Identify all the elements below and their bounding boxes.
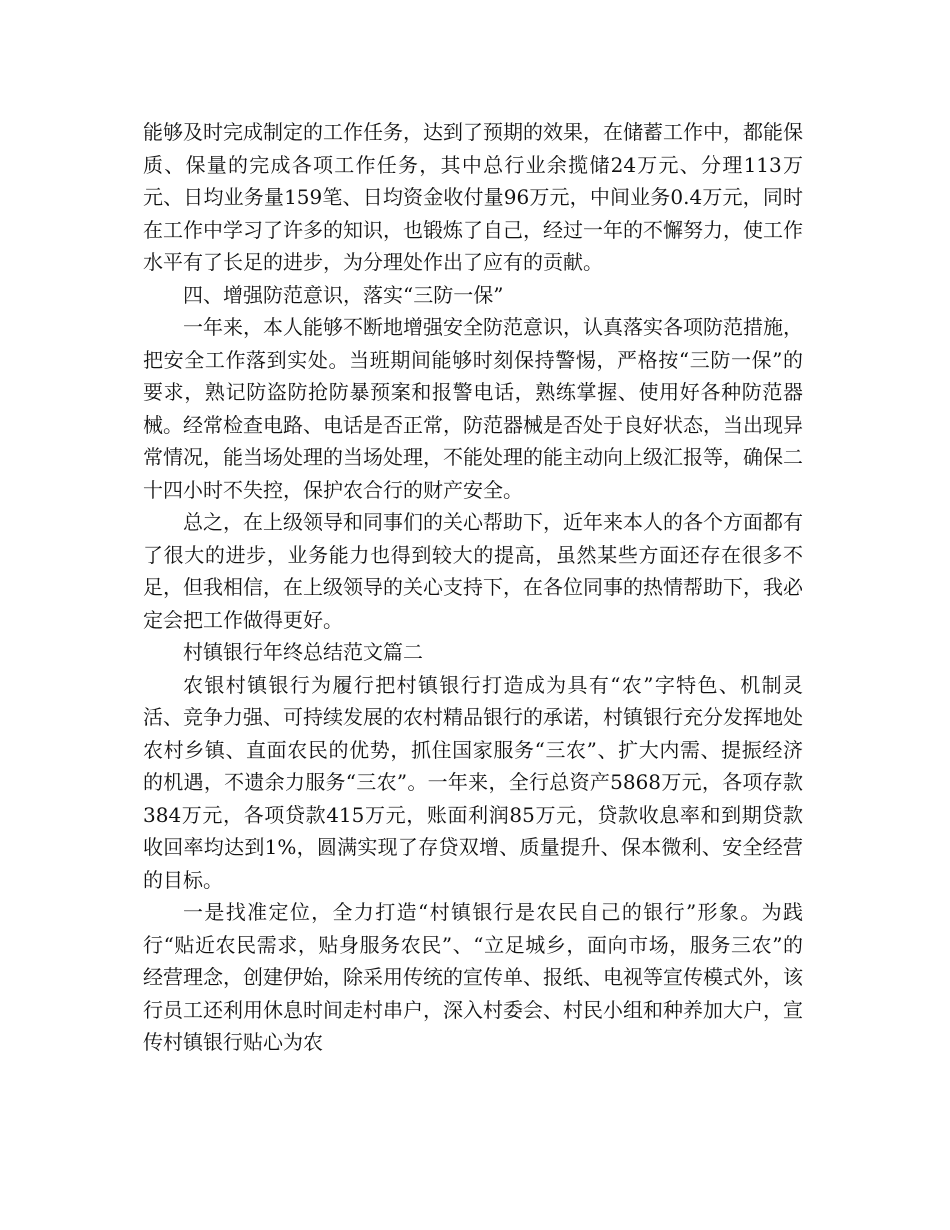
article-two-title: 村镇银行年终总结范文篇二 (183, 640, 423, 664)
paragraph-continuation: 能够及时完成制定的工作任务，达到了预期的效果，在储蓄工作中，都能保质、保量的完成各项工作任务，其中总行业余揽储24万元、分理113万元、日均业务量159笔、日均资金收付量96万元，中间业务0.4万元，同时在工作中学习了许多的知识，也锻炼了自己，经过一年的不懈努力，使工作水平有了长足的进步，为分理处作出了应有的贡献。 (143, 120, 803, 274)
document-body (143, 116, 803, 1059)
section-heading-four: 四、增强防范意识，落实“三防一保” (183, 282, 504, 307)
paragraph-security: 一年来，本人能够不断地增强安全防范意识，认真落实各项防范措施，把安全工作落到实处。当班期间能够时刻保持警惕，严格按“三防一保”的要求，熟记防盗防抢防暴预案和报警电话，熟练掌握、使用好各种防范器械。经常检查电路、电话是否正常，防范器械是否处于良好状态，当出现异常情况，能当场处理的当场处理，不能处理的能主动向上级汇报等，确保二十四小时不失控，保护农合行的财产安全。 (143, 315, 803, 502)
paragraph-bank-overview: 农银村镇银行为履行把村镇银行打造成为具有“农”字特色、机制灵活、竞争力强、可持续发展的农村精品银行的承诺，村镇银行充分发挥地处农村乡镇、直面农民的优势，抓住国家服务“三农”、扩大内需、提振经济的机遇，不遗余力服务“三农”。一年来，全行总资产5868万元，各项存款384万元，各项贷款415万元，账面利润85万元，贷款收息率和到期贷款收回率均达到1%，圆满实现了存贷双增、质量提升、保本微利、安全经营的目标。 (143, 672, 803, 892)
paragraph-positioning: 一是找准定位，全力打造“村镇银行是农民自己的银行”形象。为践行“贴近农民需求，贴身服务农民”、“立足城乡，面向市场，服务三农”的经营理念，创建伊始，除采用传统的宣传单、报纸、电视等宣传模式外，该行员工还利用休息时间走村串户，深入村委会、村民小组和种养加大户，宣传村镇银行贴心为农 (143, 900, 803, 1054)
paragraph-conclusion: 总之，在上级领导和同事们的关心帮助下，近年来本人的各个方面都有了很大的进步，业务能力也得到较大的提高，虽然某些方面还存在很多不足，但我相信，在上级领导的关心支持下，在各位同事的热情帮助下，我必定会把工作做得更好。 (143, 510, 803, 632)
